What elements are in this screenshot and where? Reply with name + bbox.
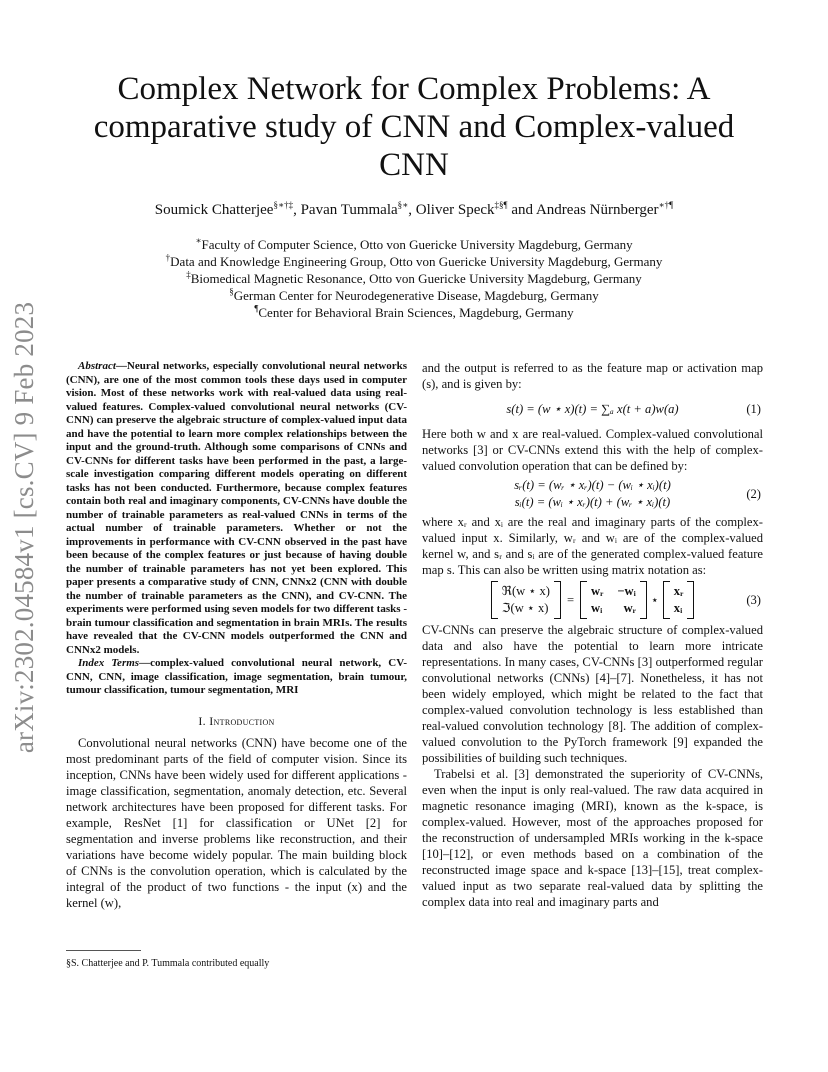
matrix-entry: wᵣ [623,601,636,615]
affiliation [80,287,748,304]
arxiv-identifier: arXiv:2302.04584v1 [cs.CV] 9 Feb 2023 [9,301,40,753]
equation-1 [422,392,763,426]
affiliation-mark: ∗ [195,235,202,246]
abstract [66,360,407,657]
affiliation-text: Data and Knowledge Engineering Group, Otto von Guericke University Magdeburg, Germany [170,254,663,269]
paper-title: Complex Network for Complex Problems: A comparative study of CNN and Complex-valued CNN [93,71,735,183]
affiliation-text: Biomedical Magnetic Resonance, Otto von Guericke University Magdeburg, Germany [190,271,642,286]
affiliations [80,236,748,321]
equals-sign: = [566,593,575,607]
matrix-entry: xᵢ [673,601,683,615]
matrix-row [591,600,636,617]
bracket [687,581,694,619]
matrix-entry: wᵣ [591,584,604,598]
rhs-vector [663,581,695,619]
author-marks: §∗†‡ [273,200,294,210]
matrix-entry: ℜ(w ⋆ x) [501,584,550,598]
equation-number: (3) [746,593,761,607]
affiliation-mark: § [229,286,234,297]
right-column [422,360,763,910]
bracket [580,581,587,619]
bracket [640,581,647,619]
section-number: I. [198,713,206,728]
equation-line: sᵢ(t) = (wᵢ ⋆ xᵣ)(t) + (wᵣ ⋆ xᵢ)(t) [514,495,671,509]
matrix-body [587,583,640,617]
author-name: Oliver Speck [415,202,495,218]
matrix-row [591,583,636,600]
affiliation-mark: ‡ [186,269,191,280]
intro-paragraph: Convolutional neural networks (CNN) have become one of the most predominant parts of the field of computer vision. Since its inception, CNNs have been widely used for different applications - image classification, segmentation, anomaly detection, etc. Several network architectures have been proposed for different tasks. For example, ResNet [1] for classification or UNet [2] for segmentation and inverse problems like reconstruction, and their variations have become widely popular. The main building block of CNNs is the convolution operation, which is calculated by the integral of the product of two functions - the input (x) and the kernel (w), [66,735,407,911]
abstract-text: —Neural networks, especially convolutional neural networks (CNN), are one of the most common tools these days used in computer vision. Most of these networks work with real-valued data using real-valued features. Complex-valued convolutional neural networks (CV-CNN) can preserve the algebraic structure of complex-valued input data and have the potential to learn more complex relationships between the input and the ground-truth. Although some comparisons of CNNs and CV-CNNs for different tasks have been performed in the past, a large-scale investigation comparing different models operating on different tasks has not been conducted. Furthermore, because complex features contain both real and imaginary components, CV-CNNs have double the number of trainable parameters as real-valued CNNs in terms of the actual number of trainable parameters. Whether or not the improvements in performance with CV-CNN observed in the past have been because of the complex features or just because of having double the number of trainable parameters has not yet been explored. This paper presents a comparative study of CNN, CNNx2 (CNN with double the number of trainable parameters as the CNN), and CV-CNN. The experiments were performed using seven models for two different tasks - brain tumour classification and segmentation in brain MRIs. The results have revealed that the CV-CNN models outperformed the CNN and CNNx2 models. [66,360,407,656]
bracket [554,581,561,619]
bracket [663,581,670,619]
author-marks: ‡§¶ [494,200,508,210]
author-name: Pavan Tummala [300,202,398,218]
lhs-vector [491,581,561,619]
vector-column [670,583,688,617]
vector-column [498,583,554,617]
index-terms [66,657,407,698]
equation-number: (2) [746,487,761,501]
left-column [66,360,407,912]
affiliation-text: Faculty of Computer Science, Otto von Guericke University Magdeburg, Germany [201,237,633,252]
section-heading [66,714,407,729]
footnote: §S. Chatterjee and P. Tummala contributed equally [66,958,270,969]
index-terms-text: —complex-valued convolutional neural network, CV-CNN, CNN, image classification, image segmentation, brain tumour, tumour classification, tumour segmentation, MRI [66,657,407,696]
affiliation [80,304,748,321]
author-name: Andreas Nürnberger [535,202,659,218]
paragraph: Trabelsi et al. [3] demonstrated the superiority of CV-CNNs, even when the input is only real-valued. The raw data acquired in magnetic resonance imaging (MRI), known as the k-space, is complex-valued. However, most of the approaches proposed for the reconstruction of undersampled MRIs working in the k-space [10]–[12], or even methods based on a combination of the reconstructed image space and k-space [13]–[15], treat complex-valued input as two separate real-valued data by splitting the complex data into real and imaginary parts and [422,767,763,909]
author-separator: , [293,202,301,218]
abstract-label: Abstract [78,360,116,372]
affiliation-mark: † [165,252,171,263]
convolution-operator: ⋆ [650,593,659,607]
paragraph: CV-CNNs can preserve the algebraic structure of complex-valued data and also have the potential to learn more intricate representations. In many cases, CV-CNNs [3] outperformed regular convolutional networks (CNNs) [4]–[7]. Nonetheless, it has not been widely employed, which might be related to the fact that complex-valued convolution technology is less established than real-valued convolution technology [8]. The addition of complex-valued convolution to the PyTorch framework [9] expanded the possibilities of building such techniques. [422,623,763,765]
equation-number: (1) [746,402,761,416]
author-list [80,202,748,219]
matrix-entry: ℑ(w ⋆ x) [501,601,549,615]
matrix-entry: xᵣ [673,584,684,598]
affiliation [80,270,748,287]
equation-line: sᵣ(t) = (wᵣ ⋆ xᵣ)(t) − (wᵢ ⋆ xᵢ)(t) [514,478,671,492]
footnote-rule [66,950,141,951]
affiliation-text: Center for Behavioral Brain Sciences, Magdeburg, Germany [258,305,574,320]
equation-2 [422,474,763,514]
matrix-entry: −wᵢ [617,584,636,598]
affiliation [80,253,748,270]
equation-3 [422,578,763,622]
section-title: Introduction [209,713,275,728]
author-name: Soumick Chatterjee [154,202,274,218]
paragraph: where xᵣ and xᵢ are the real and imaginary parts of the complex-valued input x. Similarly, wᵣ and wᵢ are of the complex-valued kernel w, and sᵣ and sᵢ are of the generated complex-valued feature map s. This can also be written using matrix notation as: [422,515,763,577]
affiliation-mark: ¶ [254,303,259,314]
author-marks: ∗†¶ [658,200,674,210]
author-marks: §∗ [397,200,409,210]
index-terms-label: Index Terms [78,657,140,669]
affiliation-text: German Center for Neurodegenerative Disease, Magdeburg, Germany [233,288,599,303]
weight-matrix [580,581,647,619]
paragraph: Here both w and x are real-valued. Complex-valued convolutional networks [3] or CV-CNNs extend this with the help of complex-valued convolution operation that can be defined by: [422,427,763,473]
matrix-entry: wᵢ [591,601,603,615]
equation-body: s(t) = (w ⋆ x)(t) = ∑ₐ x(t + a)w(a) [506,402,679,416]
bracket [491,581,498,619]
affiliation [80,236,748,253]
paragraph: and the output is referred to as the feature map or activation map (s), and is given by: [422,361,763,391]
author-separator: , [408,202,416,218]
author-separator: and [507,202,536,218]
